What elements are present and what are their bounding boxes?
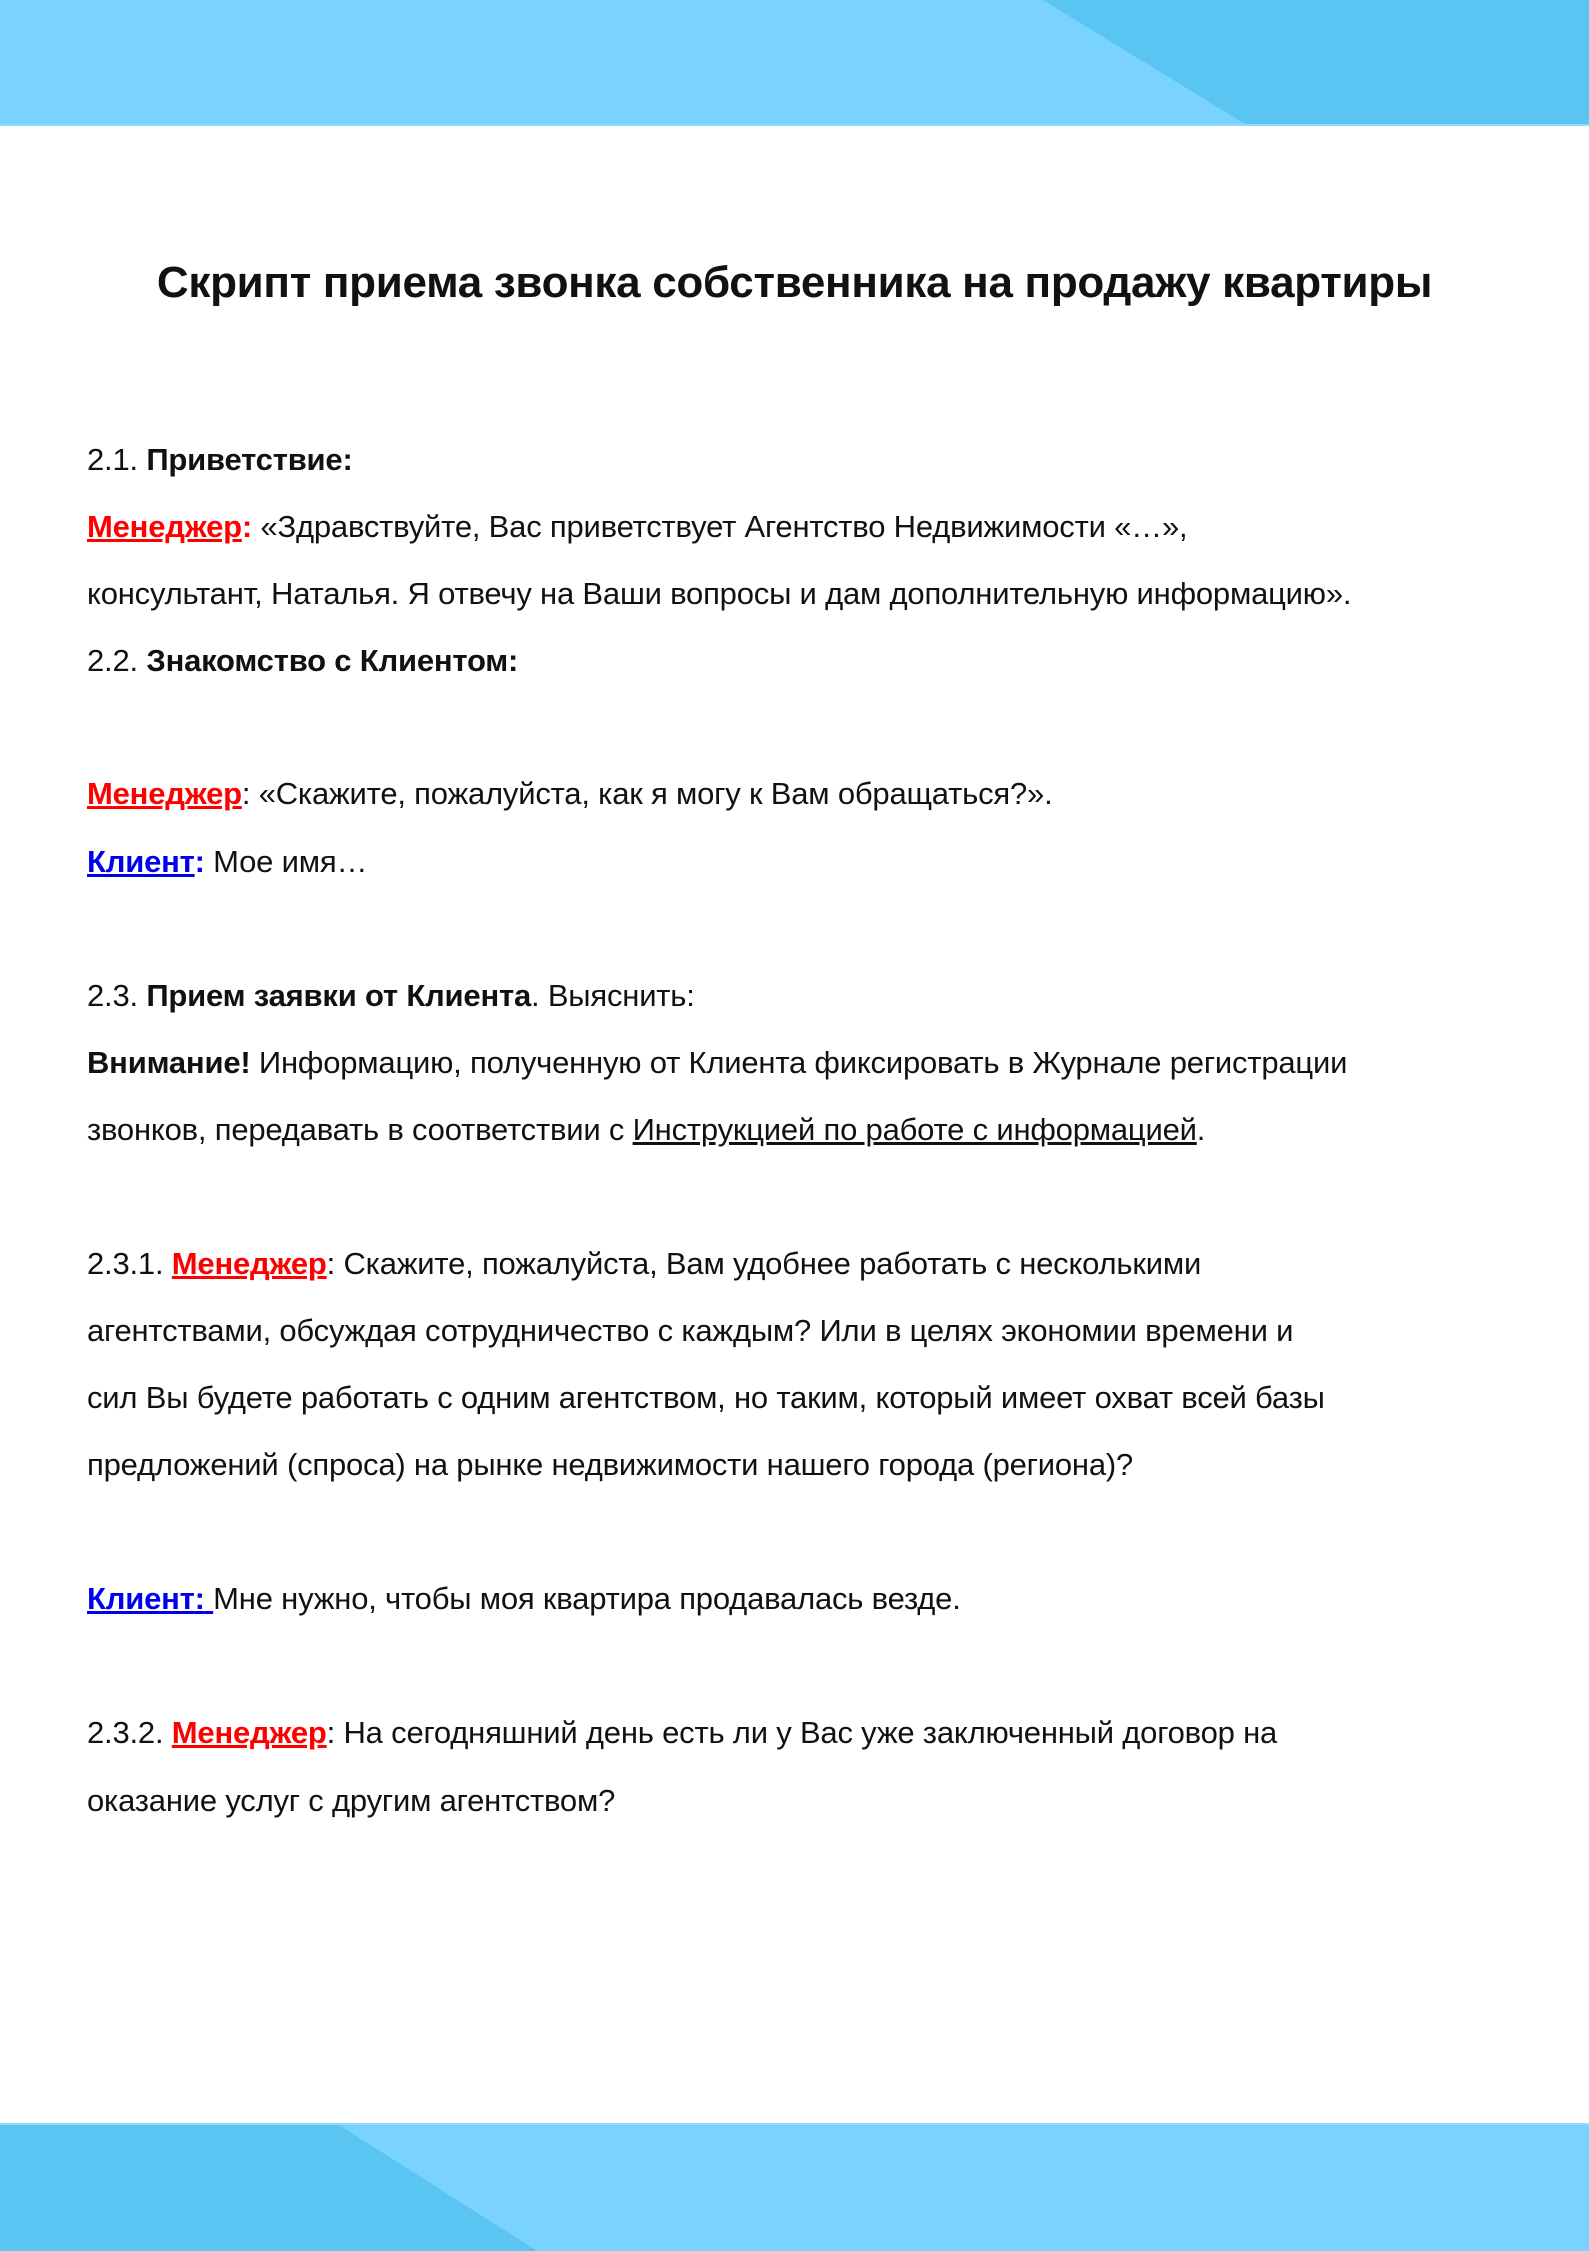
section-heading: Знакомство с Клиентом: (146, 643, 519, 678)
section-2-3-heading (87, 978, 695, 1014)
colon: : (241, 776, 251, 811)
manager-label: Менеджер (87, 509, 242, 544)
manager-greeting-line-2: консультант, Наталья. Я отвечу на Ваши вопросы и дам дополнительную информацию». (87, 576, 1352, 611)
manager-speech: На сегодняшний день есть ли у Вас уже заключенный договор на (343, 1715, 1278, 1750)
period: . (1196, 1112, 1206, 1147)
manager-speech: Скажите, пожалуйста, Вам удобнее работать с несколькими (343, 1246, 1202, 1281)
attention-text: звонков, передавать в соответствии с (87, 1112, 625, 1147)
colon: : (326, 1246, 336, 1281)
manager-speech: «Скажите, пожалуйста, как я могу к Вам обращаться?». (258, 776, 1053, 811)
client-name-answer (87, 844, 367, 880)
instruction-link[interactable]: Инструкцией по работе с информацией (632, 1112, 1197, 1147)
attention-line-1 (87, 1045, 1347, 1081)
section-number: 2.1. (87, 442, 138, 477)
section-2-3-1-line-4: предложений (спроса) на рынке недвижимости нашего города (региона)? (87, 1447, 1134, 1482)
manager-label: Менеджер (171, 1715, 327, 1750)
section-heading: Прием заявки от Клиента (146, 978, 531, 1013)
heading-suffix: . Выяснить: (531, 978, 695, 1013)
manager-greeting-line-1 (87, 509, 1187, 545)
client-speech: Мое имя… (213, 844, 368, 879)
section-2-3-2-line-2: оказание услуг с другим агентством? (87, 1783, 616, 1818)
attention-line-2 (87, 1112, 1205, 1148)
manager-label: Менеджер (87, 776, 242, 811)
colon: : (241, 509, 252, 544)
client-label: Клиент: (87, 1581, 205, 1616)
client-speech: Мне нужно, чтобы моя квартира продавалась везде. (213, 1581, 961, 1616)
client-label: Клиент (87, 844, 195, 879)
section-2-1-heading (87, 442, 353, 478)
header-band-shape (0, 0, 1589, 124)
section-2-3-2-line-1 (87, 1715, 1277, 1751)
footer-decorative-band (0, 2123, 1589, 2251)
manager-name-question (87, 776, 1053, 812)
section-number: 2.3.1. (87, 1246, 164, 1281)
manager-speech: «Здравствуйте, Вас приветствует Агентство Недвижимости «…», (260, 509, 1188, 544)
section-number: 2.3. (87, 978, 138, 1013)
attention-text: Информацию, полученную от Клиента фиксировать в Журнале регистрации (258, 1045, 1348, 1080)
colon: : (194, 844, 205, 879)
section-2-3-1-line-3: сил Вы будете работать с одним агентством, но таким, который имеет охват всей базы (87, 1380, 1325, 1415)
manager-label: Менеджер (171, 1246, 327, 1281)
section-2-3-1-line-2: агентствами, обсуждая сотрудничество с каждым? Или в целях экономии времени и (87, 1313, 1294, 1348)
section-2-3-1-line-1 (87, 1246, 1201, 1282)
section-heading: Приветствие: (146, 442, 353, 477)
attention-label: Внимание! (87, 1045, 251, 1080)
section-number: 2.2. (87, 643, 138, 678)
section-2-2-heading (87, 643, 518, 679)
page-title: Скрипт приема звонка собственника на продажу квартиры (156, 258, 1433, 307)
section-number: 2.3.2. (87, 1715, 164, 1750)
client-answer-everywhere (87, 1581, 961, 1617)
footer-band-shape (0, 2125, 1589, 2251)
header-decorative-band (0, 0, 1589, 126)
colon: : (326, 1715, 336, 1750)
